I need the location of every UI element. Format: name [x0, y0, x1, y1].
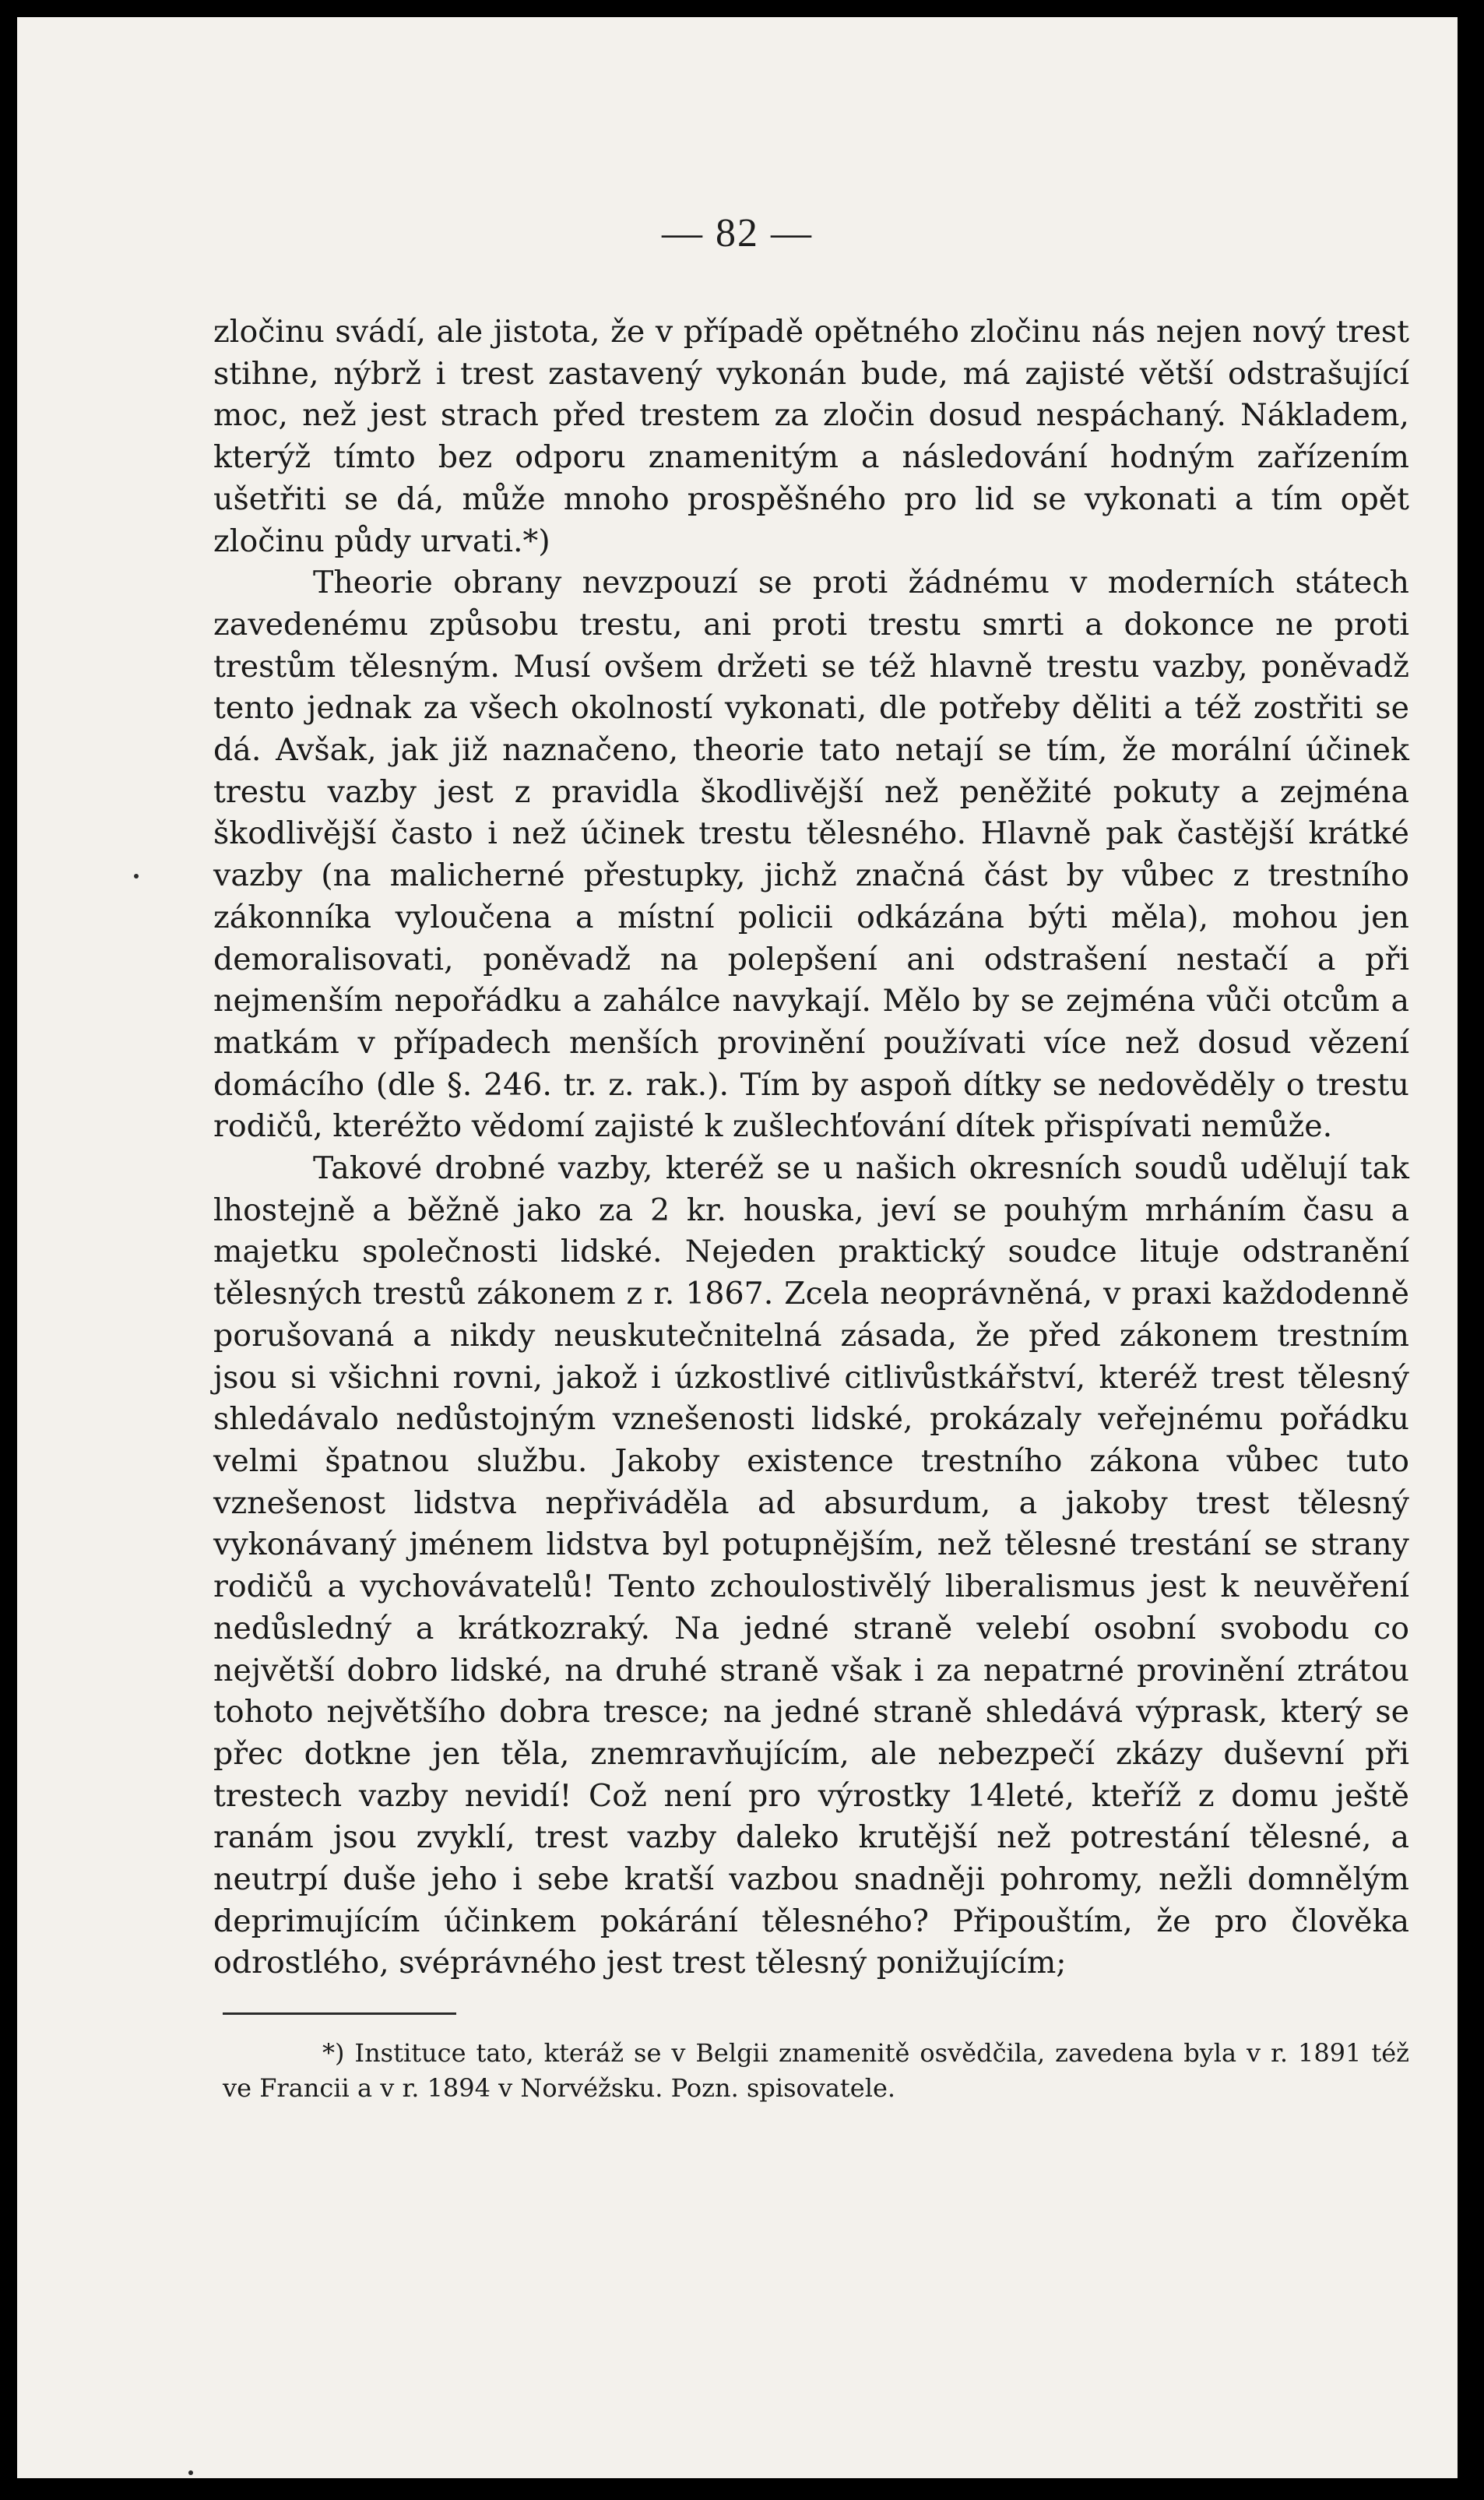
- footnote: *) Instituce tato, kteráž se v Belgii znamenitě osvědčila, zavedena byla v r. 1891 též ve Francii a v r. 1894 v Norvéžsku. Pozn. spisovatele.: [223, 2038, 1409, 2103]
- page-number: — 82 —: [662, 211, 813, 255]
- paragraph-3: Takové drobné vazby, kteréž se u našich okresních soudů udělují tak lhostejně a běžně jako za 2 kr. houska, jeví se pouhým mrháním času a majetku společnosti lidské. Nejeden praktický soudce lituje odstranění tělesných trestů zákonem z r. 1867. Zcela neoprávněná, v praxi každodenně porušovaná a nikdy neuskutečnitelná zásada, že před zákonem trestním jsou si všichni rovni, jakož i úzkostlivé citlivůstkářství, kteréž trest tělesný shledávalo nedůstojným vznešenosti lidské, prokázaly veřejnému pořádku velmi špatnou službu. Jakoby existence trestního zákona vůbec tuto vznešenost lidstva nepřiváděla ad absurdum, a jakoby trest tělesný vykonávaný jménem lidstva byl potupnějším, než tělesné trestání se strany rodičů a vychovávatelů! Tento zchoulostivělý liberalismus jest k neuvěření nedůsledný a krátkozraký. Na jedné straně velebí osobní svobodu co největší dobro lidské, na druhé straně však i za nepatrné provinění ztrátou tohoto největšího dobra tresce; na jedné straně shledává výprask, který se přec dotkne jen těla, znemravňujícím, ale nebezpečí zkázy duševní při trestech vazby nevidí! Což není pro výrostky 14leté, kteříž z domu ještě ranám jsou zvyklí, trest vazby daleko krutější než potrestání tělesné, a neutrpí duše jeho i sebe kratší vazbou snadněji pohromy, nežli domnělým deprimujícím účinkem pokárání tělesného? Připouštím, že pro člověka odrostlého, svéprávného jest trest tělesný ponižujícím;: [213, 1150, 1409, 1981]
- page-speck: [134, 874, 139, 879]
- page-speck: [188, 2470, 193, 2475]
- footnote-separator: [223, 2012, 456, 2015]
- body-text: [213, 312, 1409, 1984]
- book-page: [17, 17, 1458, 2478]
- paragraph-2: Theorie obrany nevzpouzí se proti žádnému v moderních státech zavedenému způsobu trestu, ani proti trestu smrti a dokonce ne proti trestům tělesným. Musí ovšem držeti se též hlavně trestu vazby, poněvadž tento jednak za všech okolností vykonati, dle potřeby děliti a též zostřiti se dá. Avšak, jak již naznačeno, theorie tato netají se tím, že morální účinek trestu vazby jest z pravidla škodlivější než peněžité pokuty a zejména škodlivější často i než účinek trestu tělesného. Hlavně pak častější krátké vazby (na malicherné přestupky, jichž značná část by vůbec z trestního zákonníka vyloučena a místní policii odkázána býti měla), mohou jen demoralisovati, poněvadž na polepšení ani odstrašení nestačí a při nejmenším nepořádku a zahálce navykají. Mělo by se zejména vůči otcům a matkám v případech menších provinění používati více než dosud vězení domácího (dle §. 246. tr. z. rak.). Tím by aspoň dítky se nedověděly o trestu rodičů, kteréžto vědomí zajisté k zušlechťování dítek přispívati nemůže.: [213, 565, 1409, 1145]
- paragraph-1: zločinu svádí, ale jistota, že v případě opětného zločinu nás nejen nový trest stihne, nýbrž i trest zastavený vykonán bude, má zajisté větší odstrašující moc, než jest strach před trestem za zločin dosud nespáchaný. Nákladem, kterýž tímto bez odporu znamenitým a následování hodným zařízením ušetřiti se dá, může mnoho prospěšného pro lid se vykonati a tím opět zločinu půdy urvati.*): [213, 314, 1409, 559]
